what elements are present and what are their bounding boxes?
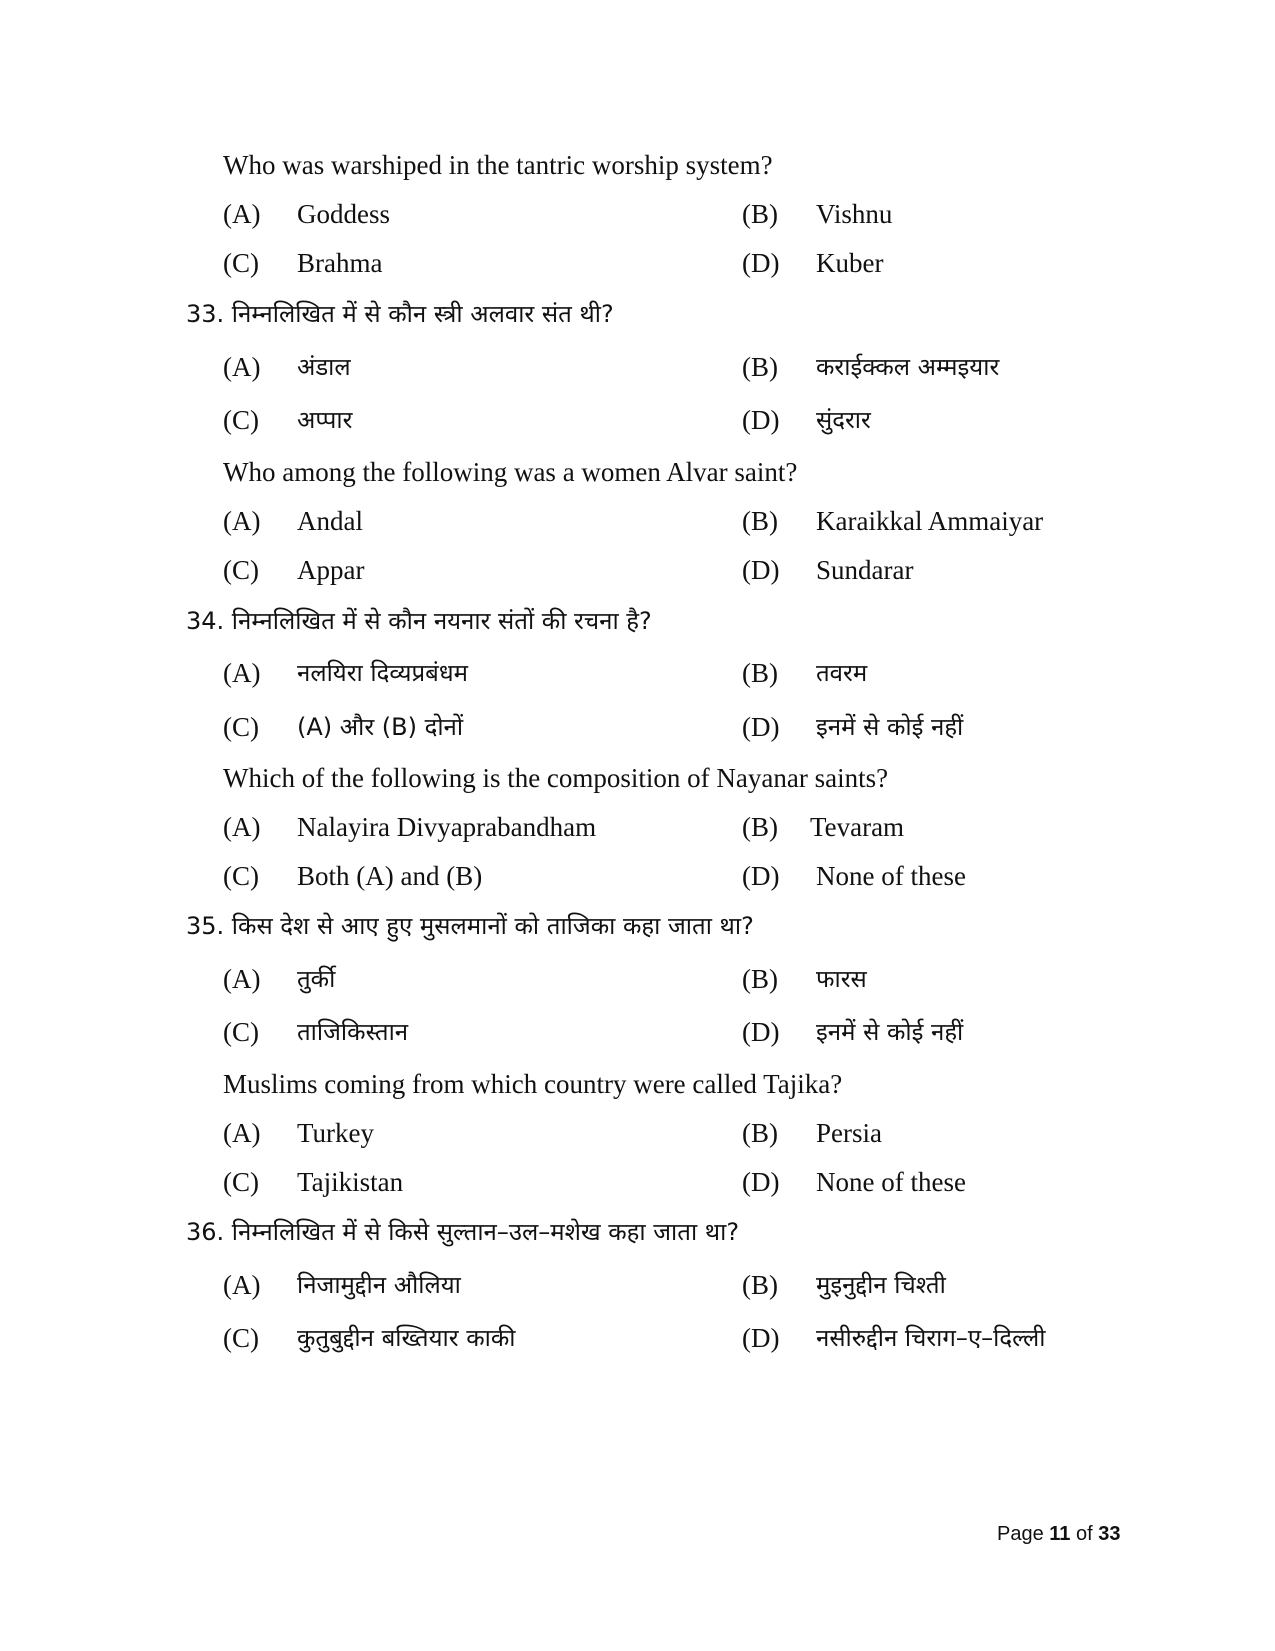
option-d: इनमें से कोई नहीं: [816, 1018, 964, 1046]
option-label: (A): [223, 812, 261, 842]
option-c: (A) और (B) दोनों: [297, 713, 464, 741]
option-label: (C): [223, 712, 259, 742]
option-c: Brahma: [297, 248, 383, 278]
option-label: (B): [742, 1270, 778, 1300]
option-d: None of these: [816, 1167, 966, 1197]
option-label: (D): [742, 1167, 780, 1197]
option-label: (A): [223, 352, 261, 382]
page-number: [997, 1522, 1121, 1546]
option-d: सुंदरार: [816, 406, 871, 434]
option-a: अंडाल: [297, 353, 351, 381]
option-b: Karaikkal Ammaiyar: [816, 506, 1044, 536]
page-total: 33: [1098, 1523, 1121, 1545]
page-of: of: [1076, 1523, 1093, 1545]
question-text: Who was warshiped in the tantric worship system?: [223, 150, 773, 180]
option-label: (B): [742, 812, 778, 842]
page-prefix: Page: [997, 1523, 1044, 1545]
option-label: (B): [742, 658, 778, 688]
question-text: 36. निम्नलिखित में से किसे सुल्तान–उल–मशेख कहा जाता था?: [186, 1218, 740, 1246]
option-label: (A): [223, 1118, 261, 1148]
option-b: तवरम: [816, 659, 868, 687]
option-a: नलयिरा दिव्यप्रबंधम: [297, 659, 468, 687]
option-d: Sundarar: [816, 555, 914, 585]
option-label: (D): [742, 861, 780, 891]
option-c: Tajikistan: [297, 1167, 404, 1197]
option-a: Andal: [297, 506, 363, 536]
option-b: Persia: [816, 1118, 882, 1148]
option-b: मुइनुद्दीन चिश्ती: [816, 1271, 946, 1299]
option-c: Both (A) and (B): [297, 861, 483, 891]
option-label: (C): [223, 248, 259, 278]
option-a: निजामुद्दीन औलिया: [297, 1271, 461, 1299]
page-current: 11: [1049, 1523, 1071, 1545]
option-label: (B): [742, 199, 778, 229]
option-c: अप्पार: [297, 406, 353, 434]
option-label: (D): [742, 555, 780, 585]
option-a: तुर्की: [297, 965, 336, 993]
option-b: फारस: [816, 965, 867, 993]
question-text: Who among the following was a women Alvar saint?: [223, 457, 798, 487]
option-d: इनमें से कोई नहीं: [816, 713, 964, 741]
option-b: कराईक्कल अम्मइयार: [816, 353, 1000, 381]
option-label: (C): [223, 1017, 259, 1047]
option-a: Turkey: [297, 1118, 375, 1148]
option-d: None of these: [816, 861, 966, 891]
option-label: (D): [742, 712, 780, 742]
question-text: Muslims coming from which country were called Tajika?: [223, 1069, 843, 1099]
option-c: Appar: [297, 555, 365, 585]
option-label: (D): [742, 1017, 780, 1047]
option-a: Nalayira Divyaprabandham: [297, 812, 597, 842]
option-label: (B): [742, 964, 778, 994]
option-label: (D): [742, 1323, 780, 1353]
option-label: (A): [223, 964, 261, 994]
option-label: (C): [223, 555, 259, 585]
option-label: (A): [223, 199, 261, 229]
option-c: ताजिकिस्तान: [297, 1018, 409, 1046]
option-b: Vishnu: [816, 199, 893, 229]
option-label: (A): [223, 506, 261, 536]
option-label: (A): [223, 658, 261, 688]
option-label: (A): [223, 1270, 261, 1300]
option-label: (C): [223, 861, 259, 891]
option-label: (D): [742, 405, 780, 435]
option-label: (B): [742, 1118, 778, 1148]
question-text: Which of the following is the composition of Nayanar saints?: [223, 763, 889, 793]
option-label: (C): [223, 1167, 259, 1197]
option-a: Goddess: [297, 199, 390, 229]
option-label: (B): [742, 506, 778, 536]
option-label: (D): [742, 248, 780, 278]
option-label: (C): [223, 405, 259, 435]
option-c: कुतुबुद्दीन बख्तियार काकी: [297, 1324, 516, 1352]
question-text: 33. निम्नलिखित में से कौन स्त्री अलवार संत थी?: [186, 300, 614, 328]
option-label: (B): [742, 352, 778, 382]
option-b: Tevaram: [810, 812, 905, 842]
option-label: (C): [223, 1323, 259, 1353]
option-d: नसीरुद्दीन चिराग–ए–दिल्ली: [816, 1324, 1046, 1352]
question-text: 35. किस देश से आए हुए मुसलमानों को ताजिका कहा जाता था?: [186, 912, 754, 940]
question-text: 34. निम्नलिखित में से कौन नयनार संतों की रचना है?: [186, 607, 652, 635]
option-d: Kuber: [816, 248, 884, 278]
